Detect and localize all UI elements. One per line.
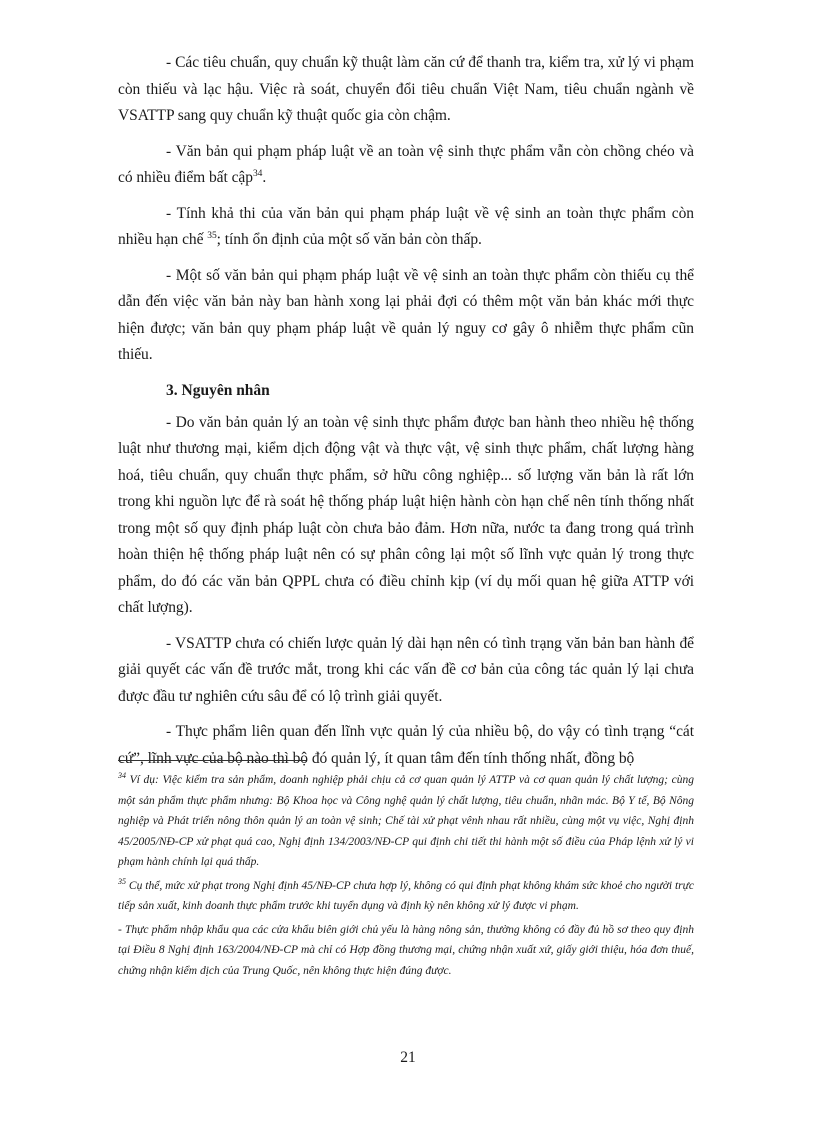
paragraph-text: - Văn bản qui phạm pháp luật về an toàn vệ sinh thực phẩm vẫn còn chồng chéo và có nhiều điểm bất cập [118,142,694,186]
paragraph-cause-ministries: - Thực phẩm liên quan đến lĩnh vực quản lý của nhiều bộ, do vậy có tình trạng “cát cứ”, lĩnh vực của bộ nào thì bộ đó quản lý, ít quan tâm đến tính thống nhất, đồng bộ [118,723,694,767]
paragraph-cause-legal-systems: - Do văn bản quản lý an toàn vệ sinh thực phẩm được ban hành theo nhiều hệ thống luật như thương mại, kiểm dịch động vật và thực vật, vệ sinh thực phẩm, chất lượng hàng hoá, tiêu chuẩn, quy chuẩn thực phẩm, sở hữu công nghiệp... số lượng văn bản là rất lớn trong khi nguồn lực để rà soát hệ thống pháp luật hiện hành còn hạn chế nên tính thống nhất trong một số quy định pháp luật còn chưa bảo đảm. Hơn nữa, nước ta đang trong quá trình hoàn thiện hệ thống pháp luật nên có sự phân công lại một số lĩnh vực quản lý trong thực phẩm, do đó các văn bản QPPL chưa có điều chỉnh kịp (ví dụ mối quan hệ giữa ATTP với chất lượng). [118,413,694,616]
footnote-35 [118,876,694,917]
footnote-separator [118,760,306,761]
page-body [118,50,694,781]
paragraph-overlapping-documents [118,139,694,192]
footnotes [118,770,694,984]
footnote-text: Cụ thể, mức xử phạt trong Nghị định 45/NĐ-CP chưa hợp lý, không có qui định phạt không khám sức khoẻ cho người trực tiếp sản xuất, kinh doanh thực phẩm trước khi tuyển dụng và định kỳ nên không xử lý được vi phạm. [118,879,694,912]
footnote-34 [118,770,694,873]
section-heading-causes: 3. Nguyên nhân [166,381,270,399]
paragraph-lacking-specifics: - Một số văn bản qui phạm pháp luật về vệ sinh an toàn thực phẩm còn thiếu cụ thể dẫn đến việc văn bản này ban hành xong lại phải đợi có thêm một văn bản khác mới thực hiện được; văn bản quy phạm pháp luật về quản lý nguy cơ gây ô nhiễm thực phẩm cũn thiếu. [118,266,694,363]
footnote-text: Ví dụ: Việc kiểm tra sản phẩm, doanh nghiệp phải chịu cả cơ quan quản lý ATTP và cơ quan quản lý chất lượng; cùng một sản phẩm thực phẩm nhưng: Bộ Khoa học và Công nghệ quản lý chất lượng, tiêu chuẩn, nhãn mác. Bộ Y tế, Bộ Nông nghiệp và Phát triển nông thôn quản lý an toàn vệ sinh; Chế tài xử phạt vênh nhau rất nhiều, cùng một vụ việc, Nghị định 45/2005/NĐ-CP xử phạt quá cao, Nghị định 134/2003/NĐ-CP qui định chi tiết thi hành một số điều của Pháp lệnh xử lý vi phạm hành chính lại quá thấp. [118,774,694,868]
footnote-number: 34 [118,771,126,781]
paragraph-feasibility [118,201,694,254]
footnote-35-continued: - Thực phẩm nhập khẩu qua các cửa khẩu biên giới chủ yếu là hàng nông sản, thường không có đầy đủ hồ sơ theo quy định tại Điều 8 Nghị định 163/2004/NĐ-CP mà chỉ có Hợp đồng thương mại, chứng nhận xuất xứ, giấy giới thiệu, hóa đơn thuế, chứng nhận kiểm dịch của Trung Quốc, nên không thực hiện đúng được. [118,923,694,977]
page-number: 21 [400,1049,416,1066]
footnote-number: 35 [118,876,126,886]
footnote-ref-35[interactable]: 35 [207,230,217,241]
paragraph-end: ; tính ổn định của một số văn bản còn thấp. [216,231,482,248]
footnote-ref-34[interactable]: 34 [252,168,263,179]
paragraph-cause-strategy: - VSATTP chưa có chiến lược quản lý dài hạn nên có tình trạng văn bản ban hành để giải quyết các vấn đề trước mắt, trong khi các vấn đề cơ bản của công tác quản lý lại chưa được đầu tư nghiên cứu sâu để có lộ trình giải quyết. [118,634,694,705]
paragraph-end: . [262,169,267,186]
paragraph-text: - Tính khả thi của văn bản qui phạm pháp luật về vệ sinh an toàn thực phẩm còn nhiều hạn chế [118,204,694,248]
paragraph-standards: - Các tiêu chuẩn, quy chuẩn kỹ thuật làm căn cứ để thanh tra, kiểm tra, xử lý vi phạm còn thiếu và lạc hậu. Việc rà soát, chuyển đổi tiêu chuẩn Việt Nam, tiêu chuẩn ngành về VSATTP sang quy chuẩn kỹ thuật quốc gia còn chậm. [118,54,694,124]
